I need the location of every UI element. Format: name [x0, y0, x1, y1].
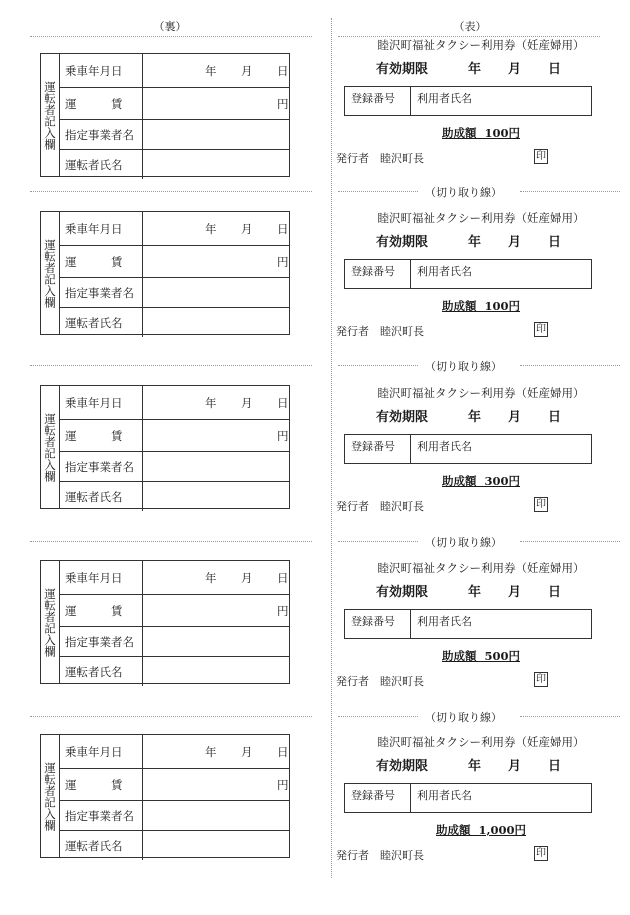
form-row	[59, 735, 289, 768]
front-dotted-separator	[338, 541, 418, 542]
form-row-value[interactable]	[143, 735, 289, 768]
subsidy-amount-value: 100円	[484, 299, 521, 313]
subsidy-amount	[336, 473, 626, 489]
issuer: 発行者 睦沢町長	[336, 325, 424, 338]
form-row-label: 乗車年月日	[59, 561, 143, 594]
validity-day: 日	[548, 410, 562, 425]
issuer: 発行者 睦沢町長	[336, 849, 424, 862]
subsidy-amount-value: 300円	[484, 474, 521, 488]
back-dotted-separator	[30, 541, 312, 542]
ticket-title: 睦沢町福祉タクシー利用券（妊産婦用）	[377, 211, 585, 225]
form-row	[59, 119, 289, 150]
subsidy-amount-value: 500円	[484, 649, 521, 663]
taxi-ticket	[336, 210, 626, 360]
validity-month: 月	[508, 235, 522, 250]
form-row-value[interactable]	[143, 308, 289, 337]
form-row-value[interactable]	[143, 386, 289, 419]
front-dotted-separator	[520, 541, 620, 542]
front-dotted-separator	[338, 191, 418, 192]
ride-year-suffix: 年	[205, 570, 217, 585]
back-dotted-separator	[30, 36, 312, 37]
validity-year: 年	[468, 410, 482, 425]
ride-day-suffix: 日	[277, 221, 289, 236]
driver-entry-side-label	[41, 212, 60, 334]
ticket-title: 睦沢町福祉タクシー利用券（妊産婦用）	[377, 386, 585, 400]
driver-entry-side-label	[41, 735, 60, 857]
driver-entry-side-label	[41, 386, 60, 508]
subsidy-amount-value: 100円	[484, 126, 521, 140]
seal-stamp: 印	[536, 499, 546, 510]
form-row-value[interactable]	[143, 657, 289, 686]
validity-label: 有効期限	[376, 410, 429, 425]
ticket-title: 睦沢町福祉タクシー利用券（妊産婦用）	[377, 561, 585, 575]
driver-entry-side-label-text: 運転者記入欄	[43, 587, 57, 657]
form-row	[59, 307, 289, 337]
validity-label: 有効期限	[376, 759, 429, 774]
validity-month: 月	[508, 62, 522, 77]
driver-entry-form	[40, 734, 290, 858]
form-row-label: 指定事業者名	[59, 120, 143, 150]
subsidy-amount	[336, 822, 626, 838]
form-row-value[interactable]	[143, 482, 289, 511]
seal-stamp: 印	[536, 324, 546, 335]
driver-entry-side-label	[41, 561, 60, 683]
form-row	[59, 594, 289, 627]
driver-entry-side-label-text: 運転者記入欄	[43, 412, 57, 482]
form-row	[59, 277, 289, 308]
form-row	[59, 87, 289, 120]
user-name-label: 利用者氏名	[417, 789, 472, 802]
taxi-ticket	[336, 385, 626, 535]
validity-year: 年	[468, 235, 482, 250]
form-row-value[interactable]	[143, 120, 289, 150]
form-row-label: 乗車年月日	[59, 386, 143, 419]
ride-month-suffix: 月	[241, 744, 253, 759]
form-row-label: 運転者氏名	[59, 831, 143, 860]
validity-month: 月	[508, 410, 522, 425]
cut-line-label: （切り取り線）	[425, 536, 502, 549]
subsidy-amount-label: 助成額	[441, 299, 477, 313]
ride-month-suffix: 月	[241, 63, 253, 78]
ride-day-suffix: 日	[277, 395, 289, 410]
registration-number-label: 登録番号	[345, 610, 411, 638]
form-row-value[interactable]	[143, 769, 289, 801]
form-row-value[interactable]	[143, 801, 289, 831]
form-row-value[interactable]	[143, 627, 289, 657]
form-row-label: 指定事業者名	[59, 452, 143, 482]
validity-day: 日	[548, 585, 562, 600]
subsidy-amount-label: 助成額	[435, 823, 471, 837]
form-row	[59, 149, 289, 179]
subsidy-amount-value: 1,000円	[478, 823, 527, 837]
form-row	[59, 800, 289, 831]
registration-box[interactable]	[344, 86, 592, 116]
ride-year-suffix: 年	[205, 395, 217, 410]
form-row-value[interactable]	[143, 150, 289, 179]
ticket-title: 睦沢町福祉タクシー利用券（妊産婦用）	[377, 735, 585, 749]
user-name-label: 利用者氏名	[417, 265, 472, 278]
driver-entry-side-label-text: 運転者記入欄	[43, 761, 57, 831]
form-row-value[interactable]	[143, 452, 289, 482]
ride-year-suffix: 年	[205, 744, 217, 759]
validity-label: 有効期限	[376, 585, 429, 600]
form-row-value[interactable]	[143, 278, 289, 308]
form-row-label: 指定事業者名	[59, 801, 143, 831]
driver-entry-side-label	[41, 54, 60, 176]
form-row	[59, 451, 289, 482]
registration-box[interactable]	[344, 609, 592, 639]
ride-day-suffix: 日	[277, 570, 289, 585]
fare-yen-suffix: 円	[277, 604, 289, 618]
form-row	[59, 54, 289, 87]
registration-number-label: 登録番号	[345, 435, 411, 463]
validity-label: 有効期限	[376, 235, 429, 250]
form-row-label: 乗車年月日	[59, 212, 143, 245]
form-row-value[interactable]	[143, 595, 289, 627]
seal-stamp: 印	[536, 848, 546, 859]
driver-entry-side-label-text: 運転者記入欄	[43, 80, 57, 150]
validity-year: 年	[468, 62, 482, 77]
back-side-header: （裏）	[153, 20, 187, 33]
ride-month-suffix: 月	[241, 395, 253, 410]
subsidy-amount-label: 助成額	[441, 126, 477, 140]
validity-year: 年	[468, 759, 482, 774]
form-row-label: 乗車年月日	[59, 735, 143, 768]
subsidy-amount-gap	[476, 649, 484, 663]
subsidy-amount-gap	[470, 823, 478, 837]
front-dotted-separator	[520, 191, 620, 192]
front-dotted-separator	[520, 365, 620, 366]
form-row-value[interactable]	[143, 246, 289, 278]
form-row-label: 運 賃	[59, 595, 143, 627]
front-side-header: （表）	[453, 20, 487, 33]
ride-day-suffix: 日	[277, 63, 289, 78]
driver-entry-form	[40, 560, 290, 684]
form-row-value[interactable]	[143, 561, 289, 594]
form-row-label: 運 賃	[59, 88, 143, 120]
fare-yen-suffix: 円	[277, 255, 289, 269]
seal-stamp: 印	[536, 151, 546, 162]
form-row-label: 指定事業者名	[59, 278, 143, 308]
ride-year-suffix: 年	[205, 221, 217, 236]
cut-line-label: （切り取り線）	[425, 360, 502, 373]
subsidy-amount	[336, 125, 626, 141]
registration-box[interactable]	[344, 783, 592, 813]
validity-month: 月	[508, 759, 522, 774]
front-dotted-separator	[338, 365, 418, 366]
issuer: 発行者 睦沢町長	[336, 500, 424, 513]
user-name-label: 利用者氏名	[417, 440, 472, 453]
form-row	[59, 481, 289, 511]
taxi-ticket	[336, 560, 626, 710]
form-row-value[interactable]	[143, 88, 289, 120]
user-name-label: 利用者氏名	[417, 615, 472, 628]
seal-stamp: 印	[536, 674, 546, 685]
subsidy-amount	[336, 648, 626, 664]
ride-day-suffix: 日	[277, 744, 289, 759]
fare-yen-suffix: 円	[277, 429, 289, 443]
form-row	[59, 386, 289, 419]
validity-label: 有効期限	[376, 62, 429, 77]
front-dotted-separator	[338, 716, 418, 717]
form-row-value[interactable]	[143, 212, 289, 245]
issuer: 発行者 睦沢町長	[336, 675, 424, 688]
fare-yen-suffix: 円	[277, 778, 289, 792]
form-row-value[interactable]	[143, 420, 289, 452]
registration-number-label: 登録番号	[345, 784, 411, 812]
subsidy-amount-gap	[476, 299, 484, 313]
form-row-label: 運転者氏名	[59, 657, 143, 686]
issuer: 発行者 睦沢町長	[336, 152, 424, 165]
form-row-label: 運転者氏名	[59, 308, 143, 337]
form-row-label: 運転者氏名	[59, 150, 143, 179]
registration-box[interactable]	[344, 259, 592, 289]
form-row-label: 運 賃	[59, 769, 143, 801]
cut-line-label: （切り取り線）	[425, 186, 502, 199]
form-row-label: 指定事業者名	[59, 627, 143, 657]
form-row	[59, 830, 289, 860]
validity-month: 月	[508, 585, 522, 600]
taxi-ticket	[336, 37, 626, 187]
driver-entry-form	[40, 211, 290, 335]
ride-month-suffix: 月	[241, 570, 253, 585]
form-row-label: 運 賃	[59, 246, 143, 278]
cut-line-label: （切り取り線）	[425, 711, 502, 724]
subsidy-amount-label: 助成額	[441, 649, 477, 663]
user-name-label: 利用者氏名	[417, 92, 472, 105]
form-row-value[interactable]	[143, 831, 289, 860]
validity-day: 日	[548, 235, 562, 250]
ticket-title: 睦沢町福祉タクシー利用券（妊産婦用）	[377, 38, 585, 52]
taxi-ticket	[336, 734, 626, 884]
subsidy-amount	[336, 298, 626, 314]
driver-entry-form	[40, 385, 290, 509]
form-row	[59, 245, 289, 278]
form-row-label: 運 賃	[59, 420, 143, 452]
subsidy-amount-gap	[476, 126, 484, 140]
registration-box[interactable]	[344, 434, 592, 464]
form-row	[59, 212, 289, 245]
form-row-label: 運転者氏名	[59, 482, 143, 511]
validity-day: 日	[548, 62, 562, 77]
driver-entry-side-label-text: 運転者記入欄	[43, 238, 57, 308]
center-cut-line	[331, 18, 332, 878]
registration-number-label: 登録番号	[345, 87, 411, 115]
subsidy-amount-gap	[476, 474, 484, 488]
form-row	[59, 626, 289, 657]
ride-month-suffix: 月	[241, 221, 253, 236]
validity-day: 日	[548, 759, 562, 774]
fare-yen-suffix: 円	[277, 97, 289, 111]
form-row	[59, 419, 289, 452]
driver-entry-form	[40, 53, 290, 177]
front-dotted-separator	[520, 716, 620, 717]
back-dotted-separator	[30, 716, 312, 717]
form-row	[59, 656, 289, 686]
registration-number-label: 登録番号	[345, 260, 411, 288]
subsidy-amount-label: 助成額	[441, 474, 477, 488]
form-row-label: 乗車年月日	[59, 54, 143, 87]
back-dotted-separator	[30, 191, 312, 192]
ride-year-suffix: 年	[205, 63, 217, 78]
form-row	[59, 561, 289, 594]
form-row	[59, 768, 289, 801]
back-dotted-separator	[30, 365, 312, 366]
form-row-value[interactable]	[143, 54, 289, 87]
validity-year: 年	[468, 585, 482, 600]
